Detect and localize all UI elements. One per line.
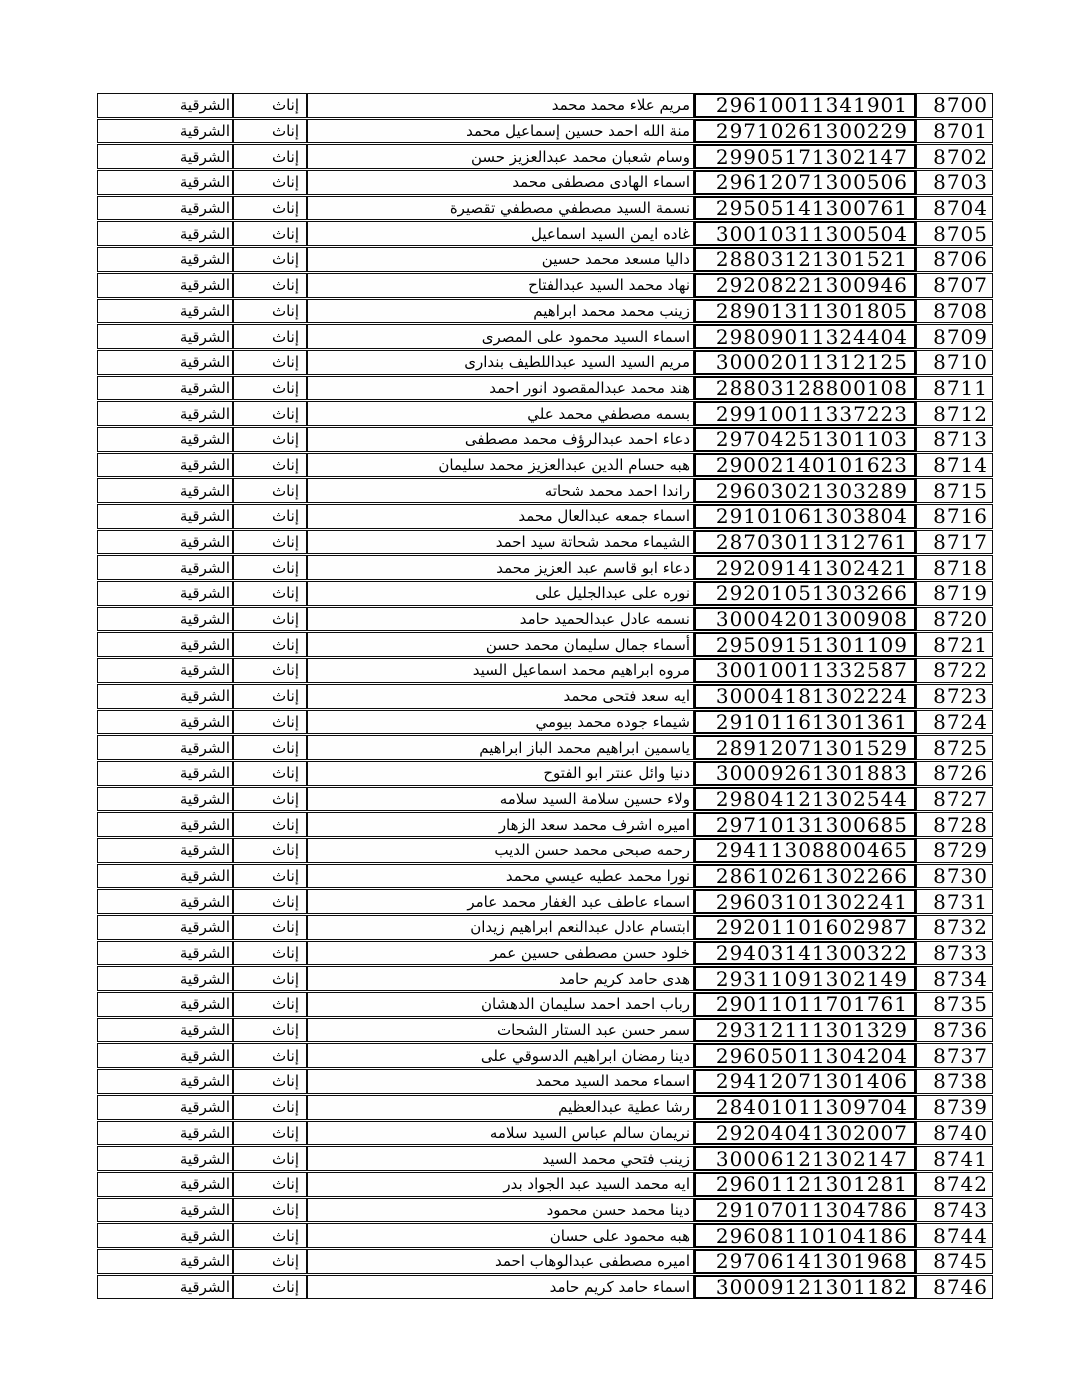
cell-national-id: 30006121302147 — [694, 1146, 916, 1171]
cell-region: الشرقية — [97, 221, 233, 246]
cell-name: دعاء احمد عبدالرؤف محمد مصطفى — [307, 427, 694, 452]
cell-region: الشرقية — [97, 144, 233, 169]
cell-region: الشرقية — [97, 324, 233, 349]
cell-name: زينب محمد محمد ابراهيم — [307, 299, 694, 324]
table-row — [97, 144, 993, 169]
cell-national-id: 29910011337223 — [694, 401, 916, 426]
cell-name: رحمه صبحى محمد حسن الديب — [307, 838, 694, 863]
table-row — [97, 812, 993, 837]
cell-serial: 8720 — [916, 607, 993, 632]
table-row — [97, 889, 993, 914]
table-row — [97, 453, 993, 478]
cell-region: الشرقية — [97, 1146, 233, 1171]
cell-gender: إناث — [233, 812, 307, 837]
cell-serial: 8726 — [916, 761, 993, 786]
table-row — [97, 838, 993, 863]
cell-national-id: 29403141300322 — [694, 941, 916, 966]
cell-national-id: 29209141302421 — [694, 555, 916, 580]
cell-region: الشرقية — [97, 247, 233, 272]
table-row — [97, 1172, 993, 1197]
table-row — [97, 1275, 993, 1300]
cell-serial: 8723 — [916, 684, 993, 709]
cell-name: رباب احمد احمد سليمان الدهشان — [307, 992, 694, 1017]
table-row — [97, 196, 993, 221]
cell-region: الشرقية — [97, 170, 233, 195]
cell-name: نسمة السيد مصطفي مصطفي تقصيرة — [307, 196, 694, 221]
cell-serial: 8739 — [916, 1095, 993, 1120]
cell-name: نريمان سالم عباس السيد سلامه — [307, 1121, 694, 1146]
table-row — [97, 1198, 993, 1223]
cell-gender: إناث — [233, 1043, 307, 1068]
cell-region: الشرقية — [97, 196, 233, 221]
cell-region: الشرقية — [97, 1275, 233, 1300]
cell-name: ايه محمد السيد عبد الجواد بدر — [307, 1172, 694, 1197]
table-row — [97, 941, 993, 966]
cell-region: الشرقية — [97, 1121, 233, 1146]
cell-national-id: 29603021303289 — [694, 478, 916, 503]
cell-name: أسماء جمال سليمان محمد حسن — [307, 632, 694, 657]
table-row — [97, 915, 993, 940]
cell-national-id: 29011011701761 — [694, 992, 916, 1017]
cell-national-id: 29201051303266 — [694, 581, 916, 606]
cell-region: الشرقية — [97, 453, 233, 478]
cell-name: اسماء جمعه عبدالعال محمد — [307, 504, 694, 529]
table-row — [97, 299, 993, 324]
table-row — [97, 787, 993, 812]
cell-region: الشرقية — [97, 1198, 233, 1223]
cell-serial: 8737 — [916, 1043, 993, 1068]
cell-gender: إناث — [233, 1249, 307, 1274]
cell-national-id: 29809011324404 — [694, 324, 916, 349]
cell-national-id: 28912071301529 — [694, 735, 916, 760]
cell-region: الشرقية — [97, 1018, 233, 1043]
cell-serial: 8741 — [916, 1146, 993, 1171]
table-row — [97, 710, 993, 735]
cell-name: اسماء محمد السيد محمد — [307, 1069, 694, 1094]
cell-serial: 8701 — [916, 119, 993, 144]
cell-national-id: 28610261302266 — [694, 864, 916, 889]
cell-region: الشرقية — [97, 93, 233, 118]
table-row — [97, 1043, 993, 1068]
cell-name: هدى حامد كريم حامد — [307, 966, 694, 991]
cell-region: الشرقية — [97, 1095, 233, 1120]
cell-name: مريم السيد السيد عبداللطيف بندارى — [307, 350, 694, 375]
cell-serial: 8722 — [916, 658, 993, 683]
cell-region: الشرقية — [97, 710, 233, 735]
cell-name: دينا محمد حسن محمود — [307, 1198, 694, 1223]
cell-name: ولاء حسين سلامة السيد سلامه — [307, 787, 694, 812]
cell-serial: 8705 — [916, 221, 993, 246]
cell-national-id: 28803121301521 — [694, 247, 916, 272]
cell-serial: 8714 — [916, 453, 993, 478]
cell-serial: 8713 — [916, 427, 993, 452]
cell-serial: 8703 — [916, 170, 993, 195]
cell-region: الشرقية — [97, 966, 233, 991]
cell-serial: 8745 — [916, 1249, 993, 1274]
table-row — [97, 324, 993, 349]
table-row — [97, 581, 993, 606]
table-row — [97, 350, 993, 375]
cell-name: اسماء السيد محمود على المصرى — [307, 324, 694, 349]
cell-gender: إناث — [233, 607, 307, 632]
cell-region: الشرقية — [97, 350, 233, 375]
cell-name: اميره مصطفى عبدالوهاب احمد — [307, 1249, 694, 1274]
cell-region: الشرقية — [97, 1069, 233, 1094]
cell-name: ياسمين ابراهيم محمد الباز ابراهيم — [307, 735, 694, 760]
cell-national-id: 29509151301109 — [694, 632, 916, 657]
table-row — [97, 119, 993, 144]
cell-name: مروه ابراهيم محمد اسماعيل السيد — [307, 658, 694, 683]
cell-national-id: 28703011312761 — [694, 530, 916, 555]
cell-serial: 8707 — [916, 273, 993, 298]
cell-region: الشرقية — [97, 607, 233, 632]
cell-gender: إناث — [233, 1275, 307, 1300]
cell-name: دينا رمضان ابراهيم الدسوقي على — [307, 1043, 694, 1068]
cell-serial: 8730 — [916, 864, 993, 889]
cell-name: اسماء الهادى مصطفى محمد — [307, 170, 694, 195]
cell-name: شيماء جوده محمد بيومي — [307, 710, 694, 735]
cell-national-id: 30002011312125 — [694, 350, 916, 375]
cell-serial: 8738 — [916, 1069, 993, 1094]
cell-gender: إناث — [233, 1223, 307, 1248]
cell-national-id: 30010311300504 — [694, 221, 916, 246]
cell-national-id: 29608110104186 — [694, 1223, 916, 1248]
cell-region: الشرقية — [97, 1223, 233, 1248]
cell-name: غاده ايمن السيد اسماعيل — [307, 221, 694, 246]
cell-name: نوره على عبدالجليل على — [307, 581, 694, 606]
cell-serial: 8710 — [916, 350, 993, 375]
table-row — [97, 401, 993, 426]
cell-serial: 8733 — [916, 941, 993, 966]
cell-gender: إناث — [233, 350, 307, 375]
cell-name: راندا احمد محمد شحاته — [307, 478, 694, 503]
cell-serial: 8718 — [916, 555, 993, 580]
cell-name: دعاء ابو قاسم عبد العزيز محمد — [307, 555, 694, 580]
cell-region: الشرقية — [97, 1172, 233, 1197]
cell-serial: 8719 — [916, 581, 993, 606]
cell-serial: 8700 — [916, 93, 993, 118]
cell-gender: إناث — [233, 966, 307, 991]
cell-name: اسماء عاطف عبد الغفار محمد عامر — [307, 889, 694, 914]
cell-gender: إناث — [233, 427, 307, 452]
cell-serial: 8746 — [916, 1275, 993, 1300]
cell-serial: 8724 — [916, 710, 993, 735]
cell-serial: 8709 — [916, 324, 993, 349]
cell-serial: 8704 — [916, 196, 993, 221]
cell-region: الشرقية — [97, 838, 233, 863]
cell-serial: 8742 — [916, 1172, 993, 1197]
cell-gender: إناث — [233, 889, 307, 914]
cell-serial: 8735 — [916, 992, 993, 1017]
cell-national-id: 30009121301182 — [694, 1275, 916, 1300]
cell-gender: إناث — [233, 247, 307, 272]
cell-gender: إناث — [233, 761, 307, 786]
cell-serial: 8708 — [916, 299, 993, 324]
cell-national-id: 29411308800465 — [694, 838, 916, 863]
cell-gender: إناث — [233, 992, 307, 1017]
cell-name: نورا محمد عطيه عيسي محمد — [307, 864, 694, 889]
cell-serial: 8736 — [916, 1018, 993, 1043]
table-row — [97, 1018, 993, 1043]
cell-national-id: 29107011304786 — [694, 1198, 916, 1223]
cell-national-id: 29710261300229 — [694, 119, 916, 144]
cell-serial: 8740 — [916, 1121, 993, 1146]
cell-national-id: 29612071300506 — [694, 170, 916, 195]
cell-national-id: 30004181302224 — [694, 684, 916, 709]
table-row — [97, 221, 993, 246]
table-row — [97, 735, 993, 760]
cell-region: الشرقية — [97, 530, 233, 555]
cell-gender: إناث — [233, 632, 307, 657]
cell-national-id: 28803128800108 — [694, 376, 916, 401]
cell-national-id: 28901311301805 — [694, 299, 916, 324]
cell-gender: إناث — [233, 93, 307, 118]
cell-national-id: 29706141301968 — [694, 1249, 916, 1274]
table-row — [97, 684, 993, 709]
cell-national-id: 29505141300761 — [694, 196, 916, 221]
cell-name: زينب فتحي محمد السيد — [307, 1146, 694, 1171]
cell-region: الشرقية — [97, 915, 233, 940]
cell-region: الشرقية — [97, 864, 233, 889]
cell-region: الشرقية — [97, 658, 233, 683]
table-row — [97, 170, 993, 195]
cell-region: الشرقية — [97, 273, 233, 298]
cell-name: سمر حسن عبد الستار الشحات — [307, 1018, 694, 1043]
cell-gender: إناث — [233, 170, 307, 195]
cell-name: هبه حسام الدين عبدالعزيز محمد سليمان — [307, 453, 694, 478]
cell-national-id: 29002140101623 — [694, 453, 916, 478]
cell-name: هبه محمود على حسان — [307, 1223, 694, 1248]
table-row — [97, 555, 993, 580]
cell-serial: 8744 — [916, 1223, 993, 1248]
cell-gender: إناث — [233, 1121, 307, 1146]
cell-name: اميره اشرف محمد سعد الزهار — [307, 812, 694, 837]
cell-serial: 8702 — [916, 144, 993, 169]
cell-name: بسمه مصطفي محمد علي — [307, 401, 694, 426]
cell-gender: إناث — [233, 864, 307, 889]
table-row — [97, 1121, 993, 1146]
cell-gender: إناث — [233, 478, 307, 503]
cell-region: الشرقية — [97, 941, 233, 966]
cell-national-id: 29601121301281 — [694, 1172, 916, 1197]
table-row — [97, 478, 993, 503]
cell-name: رشا عطية عبدالعظيم — [307, 1095, 694, 1120]
cell-gender: إناث — [233, 221, 307, 246]
cell-national-id: 29704251301103 — [694, 427, 916, 452]
cell-serial: 8711 — [916, 376, 993, 401]
cell-national-id: 29412071301406 — [694, 1069, 916, 1094]
cell-national-id: 29804121302544 — [694, 787, 916, 812]
cell-gender: إناث — [233, 453, 307, 478]
cell-national-id: 29312111301329 — [694, 1018, 916, 1043]
cell-national-id: 29610011341901 — [694, 93, 916, 118]
cell-national-id: 29201101602987 — [694, 915, 916, 940]
cell-serial: 8716 — [916, 504, 993, 529]
cell-serial: 8715 — [916, 478, 993, 503]
cell-region: الشرقية — [97, 478, 233, 503]
cell-gender: إناث — [233, 684, 307, 709]
table-row — [97, 632, 993, 657]
cell-name: نسمه عادل عبدالحميد حامد — [307, 607, 694, 632]
cell-gender: إناث — [233, 324, 307, 349]
cell-name: اسماء حامد كريم حامد — [307, 1275, 694, 1300]
table-row — [97, 607, 993, 632]
cell-region: الشرقية — [97, 555, 233, 580]
cell-gender: إناث — [233, 504, 307, 529]
cell-region: الشرقية — [97, 299, 233, 324]
cell-gender: إناث — [233, 196, 307, 221]
cell-region: الشرقية — [97, 376, 233, 401]
cell-national-id: 29905171302147 — [694, 144, 916, 169]
cell-serial: 8734 — [916, 966, 993, 991]
cell-gender: إناث — [233, 530, 307, 555]
table-row — [97, 1223, 993, 1248]
cell-gender: إناث — [233, 735, 307, 760]
cell-region: الشرقية — [97, 992, 233, 1017]
cell-serial: 8731 — [916, 889, 993, 914]
cell-name: وسام شعبان محمد عبدالعزيز حسن — [307, 144, 694, 169]
cell-region: الشرقية — [97, 632, 233, 657]
cell-serial: 8728 — [916, 812, 993, 837]
cell-gender: إناث — [233, 273, 307, 298]
cell-name: ابتسام عادل عبدالنعم ابراهيم زيدان — [307, 915, 694, 940]
cell-name: ايه سعد فتحى محمد — [307, 684, 694, 709]
cell-gender: إناث — [233, 941, 307, 966]
cell-region: الشرقية — [97, 427, 233, 452]
cell-region: الشرقية — [97, 787, 233, 812]
cell-gender: إناث — [233, 401, 307, 426]
table-row — [97, 376, 993, 401]
table-row — [97, 93, 993, 118]
cell-region: الشرقية — [97, 1249, 233, 1274]
cell-serial: 8729 — [916, 838, 993, 863]
table-row — [97, 504, 993, 529]
cell-serial: 8712 — [916, 401, 993, 426]
table-row — [97, 864, 993, 889]
cell-name: مريم علاء محمد محمد — [307, 93, 694, 118]
cell-gender: إناث — [233, 119, 307, 144]
cell-name: منة الله احمد حسين إسماعيل محمد — [307, 119, 694, 144]
cell-region: الشرقية — [97, 889, 233, 914]
cell-gender: إناث — [233, 658, 307, 683]
table-row — [97, 273, 993, 298]
cell-national-id: 29710131300685 — [694, 812, 916, 837]
cell-region: الشرقية — [97, 735, 233, 760]
cell-national-id: 29101161301361 — [694, 710, 916, 735]
table-row — [97, 427, 993, 452]
cell-national-id: 29605011304204 — [694, 1043, 916, 1068]
cell-region: الشرقية — [97, 1043, 233, 1068]
cell-name: هند محمد عبدالمقصود انور احمد — [307, 376, 694, 401]
cell-gender: إناث — [233, 1069, 307, 1094]
cell-gender: إناث — [233, 1018, 307, 1043]
cell-gender: إناث — [233, 838, 307, 863]
cell-name: الشيماء محمد شحاتة سيد احمد — [307, 530, 694, 555]
cell-serial: 8706 — [916, 247, 993, 272]
cell-national-id: 29208221300946 — [694, 273, 916, 298]
cell-gender: إناث — [233, 1095, 307, 1120]
cell-serial: 8725 — [916, 735, 993, 760]
cell-national-id: 28401011309704 — [694, 1095, 916, 1120]
cell-gender: إناث — [233, 144, 307, 169]
cell-gender: إناث — [233, 1146, 307, 1171]
cell-gender: إناث — [233, 581, 307, 606]
table-row — [97, 1146, 993, 1171]
cell-national-id: 30004201300908 — [694, 607, 916, 632]
cell-serial: 8743 — [916, 1198, 993, 1223]
cell-region: الشرقية — [97, 504, 233, 529]
table-row — [97, 761, 993, 786]
cell-gender: إناث — [233, 1172, 307, 1197]
table-row — [97, 1069, 993, 1094]
cell-serial: 8727 — [916, 787, 993, 812]
cell-national-id: 29311091302149 — [694, 966, 916, 991]
cell-gender: إناث — [233, 376, 307, 401]
table-row — [97, 966, 993, 991]
cell-serial: 8717 — [916, 530, 993, 555]
cell-gender: إناث — [233, 299, 307, 324]
cell-name: نهاد محمد السيد عبدالفتاح — [307, 273, 694, 298]
cell-serial: 8721 — [916, 632, 993, 657]
cell-serial: 8732 — [916, 915, 993, 940]
cell-national-id: 29101061303804 — [694, 504, 916, 529]
records-table — [97, 93, 993, 1300]
cell-region: الشرقية — [97, 761, 233, 786]
cell-national-id: 29603101302241 — [694, 889, 916, 914]
cell-national-id: 29204041302007 — [694, 1121, 916, 1146]
table-row — [97, 530, 993, 555]
cell-name: دنيا وائل عنتر ابو الفتوح — [307, 761, 694, 786]
table-row — [97, 247, 993, 272]
cell-gender: إناث — [233, 787, 307, 812]
cell-name: داليا مسعد محمد حسين — [307, 247, 694, 272]
cell-national-id: 30009261301883 — [694, 761, 916, 786]
table-row — [97, 1249, 993, 1274]
table-row — [97, 658, 993, 683]
cell-region: الشرقية — [97, 581, 233, 606]
cell-gender: إناث — [233, 1198, 307, 1223]
cell-region: الشرقية — [97, 119, 233, 144]
cell-name: خلود حسن مصطفى حسين عمر — [307, 941, 694, 966]
table-row — [97, 1095, 993, 1120]
cell-region: الشرقية — [97, 684, 233, 709]
cell-region: الشرقية — [97, 401, 233, 426]
cell-region: الشرقية — [97, 812, 233, 837]
table-row — [97, 992, 993, 1017]
cell-gender: إناث — [233, 555, 307, 580]
cell-gender: إناث — [233, 915, 307, 940]
cell-national-id: 30010011332587 — [694, 658, 916, 683]
cell-gender: إناث — [233, 710, 307, 735]
